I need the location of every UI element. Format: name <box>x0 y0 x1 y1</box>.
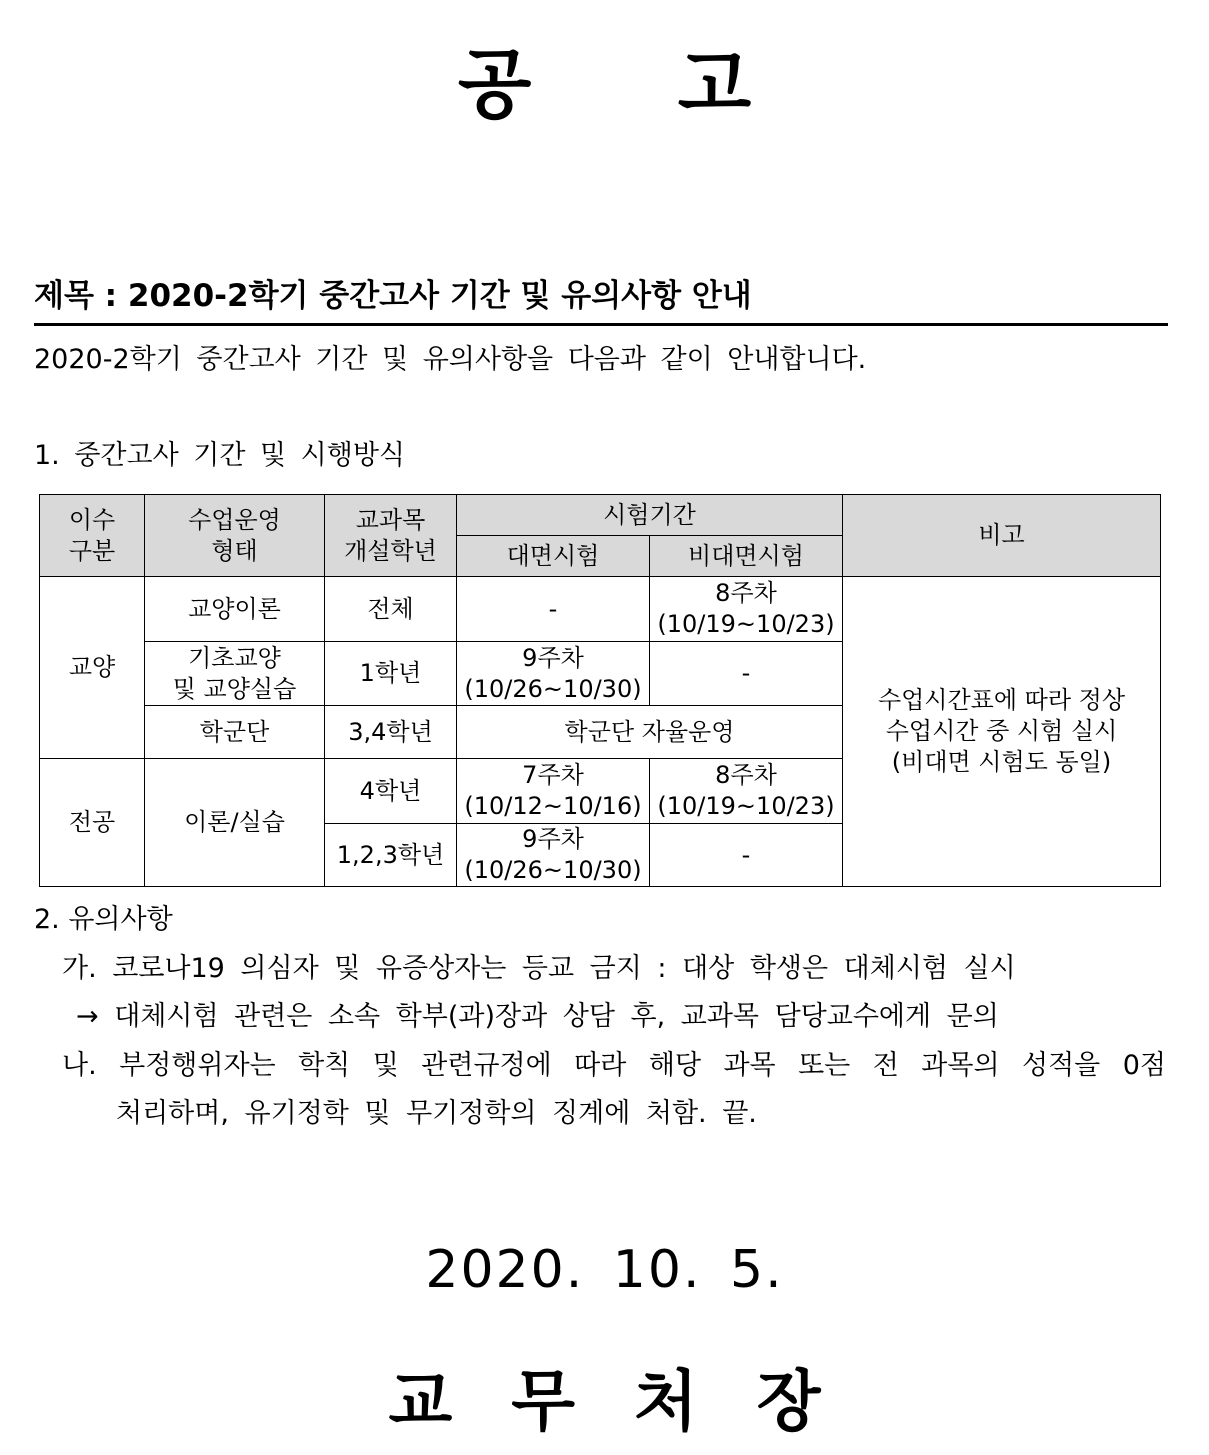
header-exam-period: 시험기간 <box>457 495 843 536</box>
row-in-person: 7주차 (10/12~10/16) <box>457 759 650 824</box>
row-grade: 1,2,3학년 <box>325 824 457 887</box>
exam-schedule-table <box>39 494 1161 887</box>
row-in-person: - <box>457 577 650 642</box>
row-online: 8주차 (10/19~10/23) <box>650 577 843 642</box>
header-class-type: 수업운영 형태 <box>145 495 325 577</box>
notice-item-b: 나. 부정행위자는 학칙 및 관련규정에 따라 해당 과목 또는 전 과목의 성적을 0점 <box>62 1050 1166 1081</box>
section2-heading: 2. 유의사항 <box>34 904 173 935</box>
intro-text: 2020-2학기 중간고사 기간 및 유의사항을 다음과 같이 안내합니다. <box>34 344 867 375</box>
group-liberal: 교양 <box>40 577 145 759</box>
row-in-person: 9주차 (10/26~10/30) <box>457 824 650 887</box>
remarks-cell: 수업시간표에 따라 정상 수업시간 중 시험 실시 (비대면 시험도 동일) <box>843 577 1161 887</box>
row-type: 기초교양 및 교양실습 <box>145 642 325 706</box>
issuer-signature: 교 무 처 장 <box>388 1363 821 1440</box>
row-grade: 1학년 <box>325 642 457 706</box>
group-major: 전공 <box>40 759 145 887</box>
row-in-person: 9주차 (10/26~10/30) <box>457 642 650 706</box>
row-type: 교양이론 <box>145 577 325 642</box>
header-remarks: 비고 <box>843 495 1161 577</box>
row-grade: 전체 <box>325 577 457 642</box>
subject-line: 제목 : 2020-2학기 중간고사 기간 및 유의사항 안내 <box>34 278 752 314</box>
notice-item-a-sub: → 대체시험 관련은 소속 학부(과)장과 상담 후, 교과목 담당교수에게 문의 <box>76 1001 999 1032</box>
row-online: - <box>650 642 843 706</box>
notice-date: 2020. 10. 5. <box>425 1240 784 1300</box>
row-online: 8주차 (10/19~10/23) <box>650 759 843 824</box>
header-grade: 교과목 개설학년 <box>325 495 457 577</box>
notice-title: 공 고 <box>457 40 752 129</box>
major-type: 이론/실습 <box>145 759 325 887</box>
notice-item-a: 가. 코로나19 의심자 및 유증상자는 등교 금지 : 대상 학생은 대체시험 실시 <box>62 953 1016 984</box>
section1-heading: 1. 중간고사 기간 및 시행방식 <box>34 440 405 471</box>
row-grade: 3,4학년 <box>325 706 457 759</box>
notice-item-b-continued: 처리하며, 유기정학 및 무기정학의 징계에 처함. 끝. <box>116 1098 757 1129</box>
row-type: 학군단 <box>145 706 325 759</box>
header-in-person: 대면시험 <box>457 536 650 577</box>
header-online: 비대면시험 <box>650 536 843 577</box>
header-category: 이수 구분 <box>40 495 145 577</box>
subject-underline <box>34 323 1168 326</box>
row-merged-exam: 학군단 자율운영 <box>457 706 843 759</box>
row-online: - <box>650 824 843 887</box>
row-grade: 4학년 <box>325 759 457 824</box>
